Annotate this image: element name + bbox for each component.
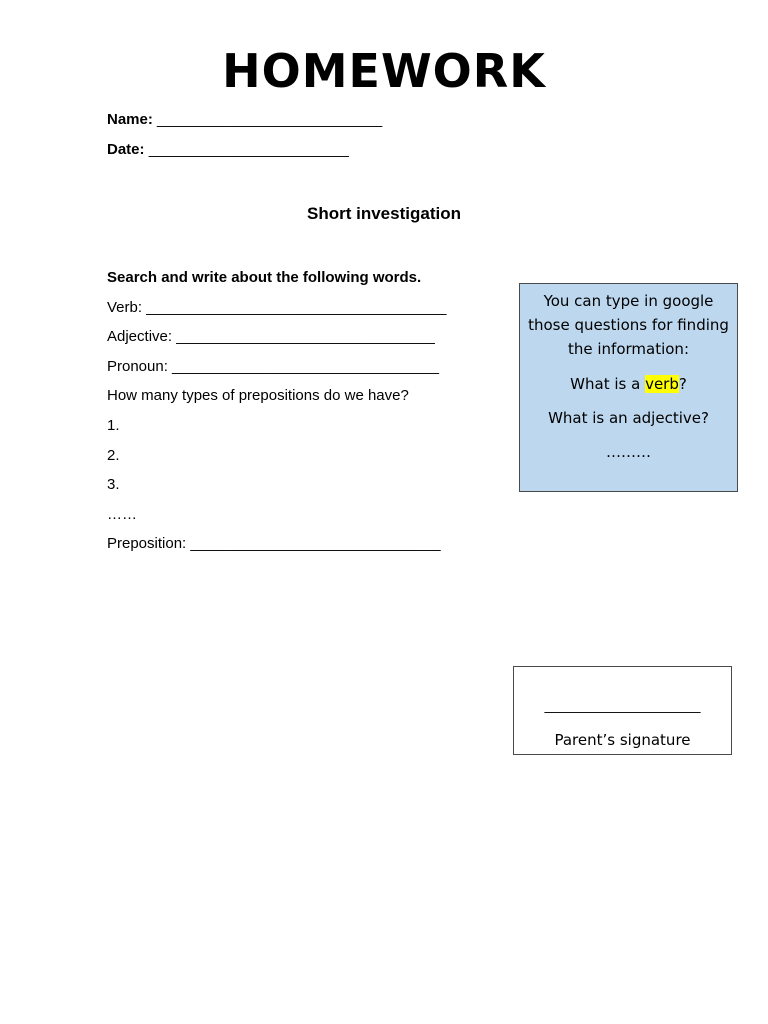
signature-box — [513, 666, 732, 755]
instructions: Search and write about the following words. — [107, 269, 422, 286]
verb-question: Verb: ____________________________________ — [107, 299, 447, 316]
list-ellipsis: …… — [107, 506, 137, 523]
tip-question-adjective: What is an adjective? — [548, 409, 709, 427]
tip-q1-prefix: What is a — [570, 375, 646, 393]
name-label: Name: — [107, 111, 153, 128]
tip-box — [519, 283, 738, 492]
tip-question-verb — [520, 372, 737, 396]
list-item-2: 2. — [107, 447, 120, 464]
date-label: Date: — [107, 141, 145, 158]
signature-label: Parent’s signature — [554, 731, 691, 749]
tip-q1-suffix: ? — [678, 375, 687, 393]
tip-intro: You can type in google those questions for finding the information: — [528, 292, 729, 358]
date-field — [107, 141, 349, 158]
preposition-question: Preposition: ______________________________ — [107, 535, 441, 552]
prepositions-question: How many types of prepositions do we have? — [107, 387, 409, 404]
tip-ellipsis: ……… — [606, 443, 651, 461]
pronoun-question: Pronoun: ________________________________ — [107, 358, 439, 375]
signature-line: ________________________ — [544, 699, 701, 714]
adjective-question: Adjective: _______________________________ — [107, 328, 435, 345]
name-blank: ___________________________ — [157, 111, 383, 128]
highlighted-word: verb — [645, 375, 679, 393]
date-blank: ________________________ — [148, 141, 349, 158]
name-field — [107, 111, 382, 128]
list-item-1: 1. — [107, 417, 120, 434]
list-item-3: 3. — [107, 476, 120, 493]
section-subtitle: Short investigation — [307, 204, 461, 223]
page-title: HOMEWORK — [222, 44, 546, 98]
